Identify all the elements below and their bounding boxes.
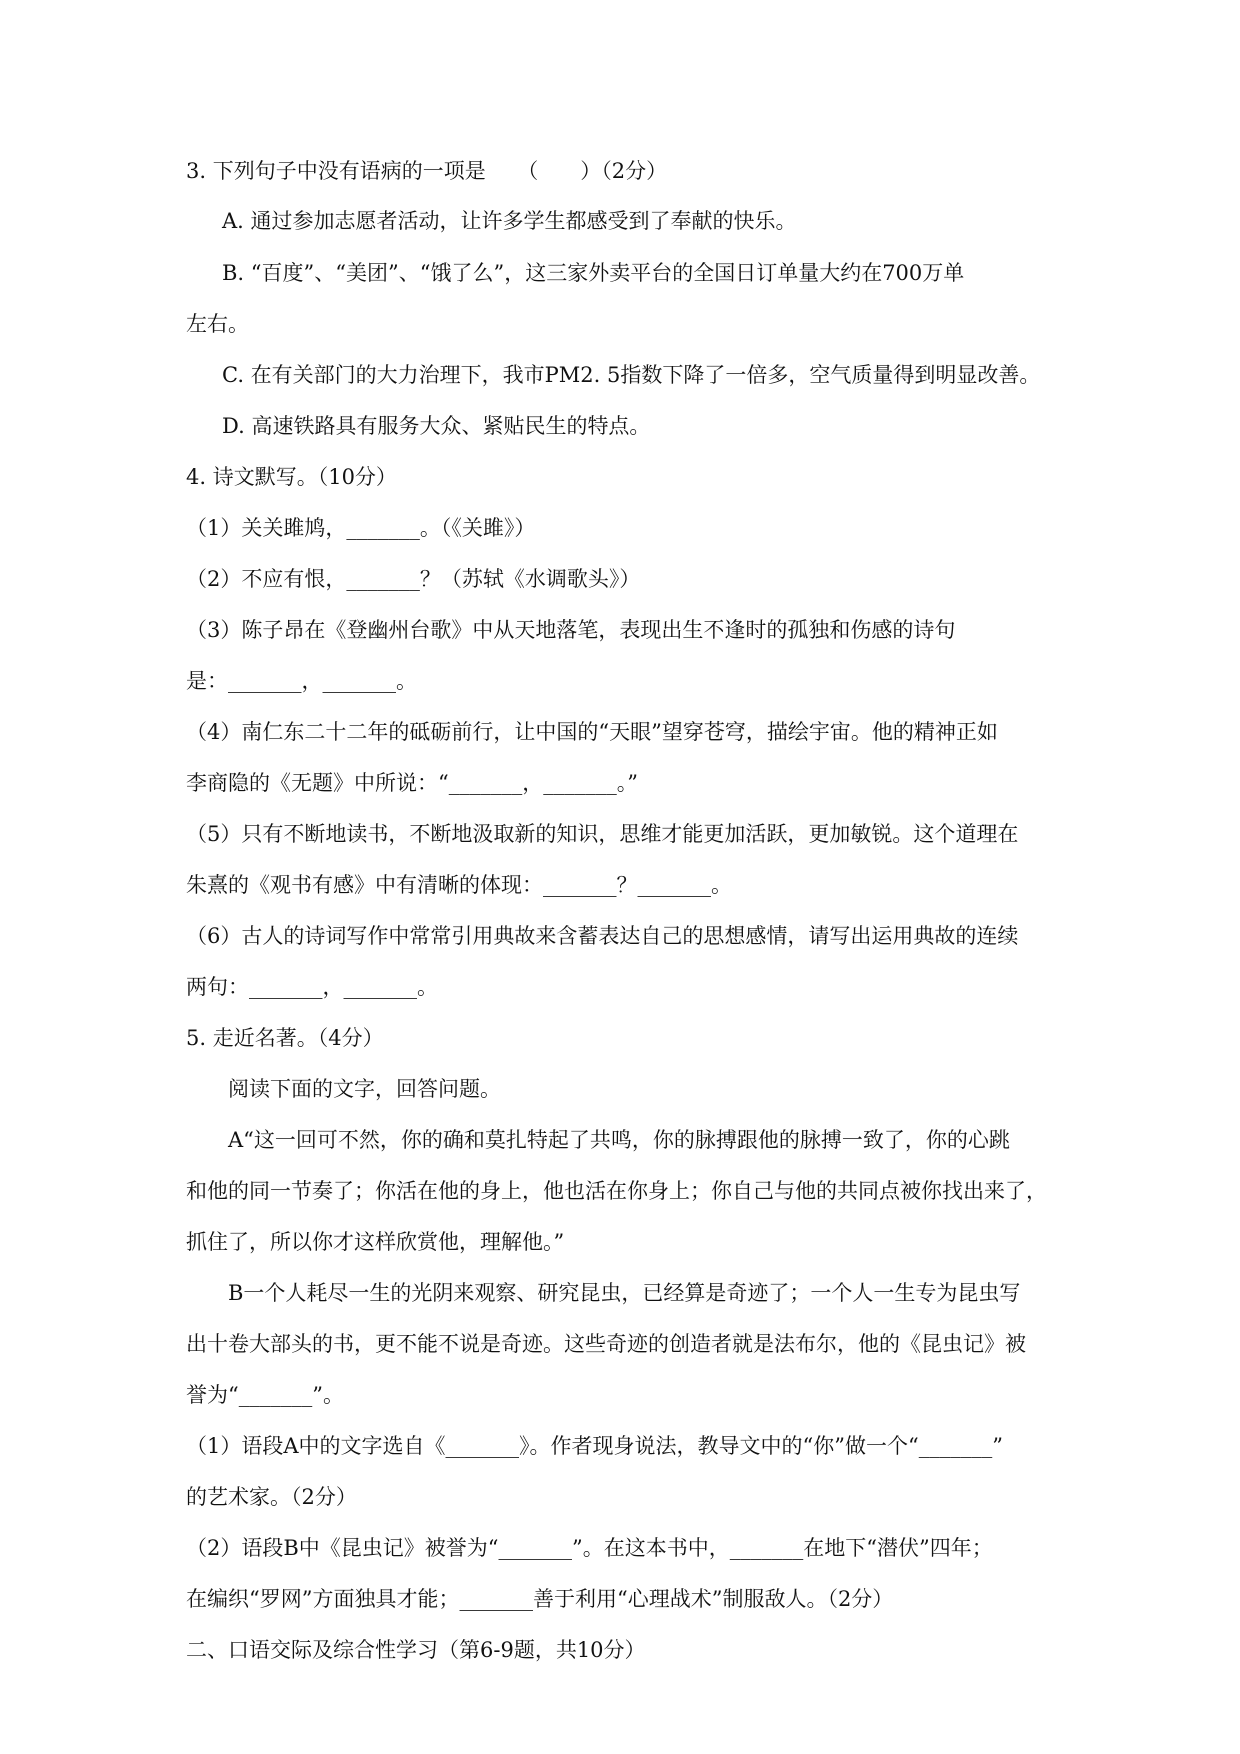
- q3-option-a: A. 通过参加志愿者活动，让许多学生都感受到了奉献的快乐。: [222, 209, 797, 233]
- q5-sub-1-cont: 的艺术家。（2分）: [186, 1485, 357, 1509]
- q4-item-6: （6）古人的诗词写作中常常引用典故来含蓄表达自己的思想感情，请写出运用典故的连续: [186, 924, 1019, 948]
- q4-item-5: （5）只有不断地读书，不断地汲取新的知识，思维才能更加活跃，更加敏锐。这个道理在: [186, 822, 1019, 846]
- q3-option-b: B. “百度”、“美团”、“饿了么”，这三家外卖平台的全国日订单量大约在700万单: [222, 261, 965, 285]
- q3-option-d: D. 高速铁路具有服务大众、紧贴民生的特点。: [222, 414, 651, 438]
- q4-item-4: （4）南仁东二十二年的砥砺前行，让中国的“天眼”望穿苍穹，描绘宇宙。他的精神正如: [186, 720, 998, 744]
- question-4-stem: 4. 诗文默写。（10分）: [186, 465, 397, 489]
- q5-passage-b: B一个人耗尽一生的光阴来观察、研究昆虫，已经算是奇迹了；一个人一生专为昆虫写: [228, 1281, 1021, 1305]
- section-2-heading: 二、口语交际及综合性学习（第6-9题，共10分）: [186, 1638, 646, 1662]
- q5-instruction: 阅读下面的文字，回答问题。: [228, 1077, 501, 1101]
- q5-passage-a-cont: 和他的同一节奏了；你活在他的身上，他也活在你身上；你自己与他的共同点被你找出来了，: [186, 1179, 1047, 1203]
- q5-passage-b-cont: 出十卷大部头的书，更不能不说是奇迹。这些奇迹的创造者就是法布尔，他的《昆虫记》被: [186, 1332, 1026, 1356]
- q4-item-1: （1）关关雎鸠，_______。（《关雎》）: [186, 516, 536, 540]
- q4-item-3: （3）陈子昂在《登幽州台歌》中从天地落笔，表现出生不逢时的孤独和伤感的诗句: [186, 618, 956, 642]
- q3-option-c: C. 在有关部门的大力治理下，我市PM2. 5指数下降了一倍多，空气质量得到明显改善。: [222, 363, 1041, 387]
- q5-sub-2: （2）语段B中《昆虫记》被誉为“_______”。在这本书中，_______在地下“潜伏”四年；: [186, 1536, 993, 1560]
- q4-item-3-cont: 是：_______，_______。: [186, 669, 417, 693]
- q4-item-5-cont: 朱熹的《观书有感》中有清晰的体现：_______？_______。: [186, 873, 732, 897]
- q5-passage-a: A“这一回可不然，你的确和莫扎特起了共鸣，你的脉搏跟他的脉搏一致了，你的心跳: [228, 1128, 1010, 1152]
- q5-sub-2-cont: 在编织“罗网”方面独具才能；_______善于利用“心理战术”制服敌人。（2分）: [186, 1587, 894, 1611]
- q5-sub-1: （1）语段A中的文字选自《_______》。作者现身说法，教导文中的“你”做一个“_______”: [186, 1434, 1003, 1458]
- q4-item-2: （2）不应有恨，_______？（苏轼《水调歌头》）: [186, 567, 641, 591]
- question-3-stem: 3. 下列句子中没有语病的一项是 （ ）（2分）: [186, 159, 668, 183]
- q5-passage-a-end: 抓住了，所以你才这样欣赏他，理解他。”: [186, 1230, 565, 1254]
- q4-item-4-cont: 李商隐的《无题》中所说：“_______，_______。”: [186, 771, 638, 795]
- q5-passage-b-end: 誉为“_______”。: [186, 1383, 344, 1407]
- q4-item-6-cont: 两句：_______，_______。: [186, 975, 438, 999]
- q3-option-b-cont: 左右。: [186, 312, 249, 336]
- question-5-stem: 5. 走近名著。（4分）: [186, 1026, 384, 1050]
